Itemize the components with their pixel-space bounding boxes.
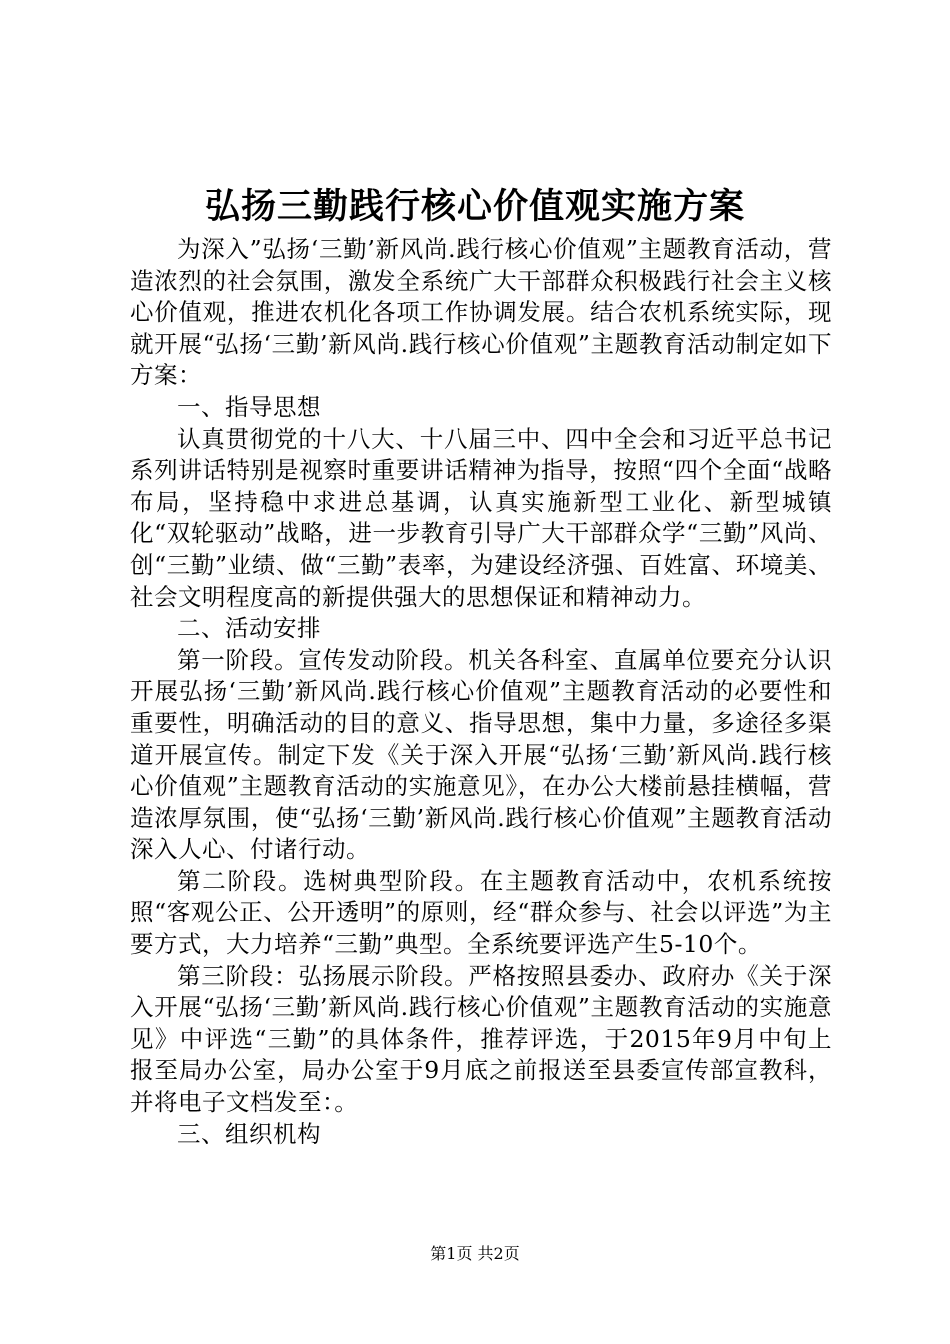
document-title: 弘扬三勤践行核心价值观实施方案: [204, 187, 745, 227]
paragraph-intro: 为深入”弘扬‘三勤’新风尚.践行核心价值观”主题教育活动，营造浓烈的社会氛围，激发全系统广大干部群众积极践行社会主义核心价值观，推进农机化各项工作协调发展。结合农机系统实际，现就开展“弘扬‘三勤’新风尚.践行核心价值观”主题教育活动制定如下方案：: [130, 235, 832, 390]
page-number-footer: 第1页 共2页: [430, 1244, 520, 1263]
section-heading-activity-arrangement: 二、活动安排: [177, 614, 321, 643]
paragraph-phase-three: 第三阶段：弘扬展示阶段。严格按照县委办、政府办《关于深入开展“弘扬‘三勤’新风尚.践行核心价值观”主题教育活动的实施意见》中评选“三勤”的具体条件，推荐评选，于2015年9月中旬上报至局办公室，局办公室于9月底之前报送至县委宣传部宣教科，并将电子文档发至：。: [130, 961, 832, 1117]
section-heading-organization: 三、组织机构: [177, 1119, 321, 1148]
paragraph-guiding-ideology: 认真贯彻党的十八大、十八届三中、四中全会和习近平总书记系列讲话特别是视察时重要讲话精神为指导，按照“四个全面“战略布局，坚持稳中求进总基调，认真实施新型工业化、新型城镇化“双轮驱动”战略，进一步教育引导广大干部群众学“三勤”风尚、创“三勤”业绩、做“三勤”表率，为建设经济强、百姓富、环境美、社会文明程度高的新提供强大的思想保证和精神动力。: [130, 424, 832, 611]
paragraph-phase-one: 第一阶段。宣传发动阶段。机关各科室、直属单位要充分认识开展弘扬‘三勤’新风尚.践行核心价值观”主题教育活动的必要性和重要性，明确活动的目的意义、指导思想，集中力量，多途径多渠道开展宣传。制定下发《关于深入开展“弘扬‘三勤’新风尚.践行核心价值观”主题教育活动的实施意见》，在办公大楼前悬挂横幅，营造浓厚氛围，使“弘扬‘三勤’新风尚.践行核心价值观”主题教育活动深入人心、付诸行动。: [130, 645, 832, 864]
paragraph-phase-two: 第二阶段。选树典型阶段。在主题教育活动中，农机系统按照“客观公正、公开透明”的原则，经“群众参与、社会以评选”为主要方式，大力培养“三勤”典型。全系统要评选产生5-10个。: [130, 866, 832, 959]
document-body: [130, 234, 832, 1150]
section-heading-guiding-ideology: 一、指导思想: [177, 392, 321, 421]
